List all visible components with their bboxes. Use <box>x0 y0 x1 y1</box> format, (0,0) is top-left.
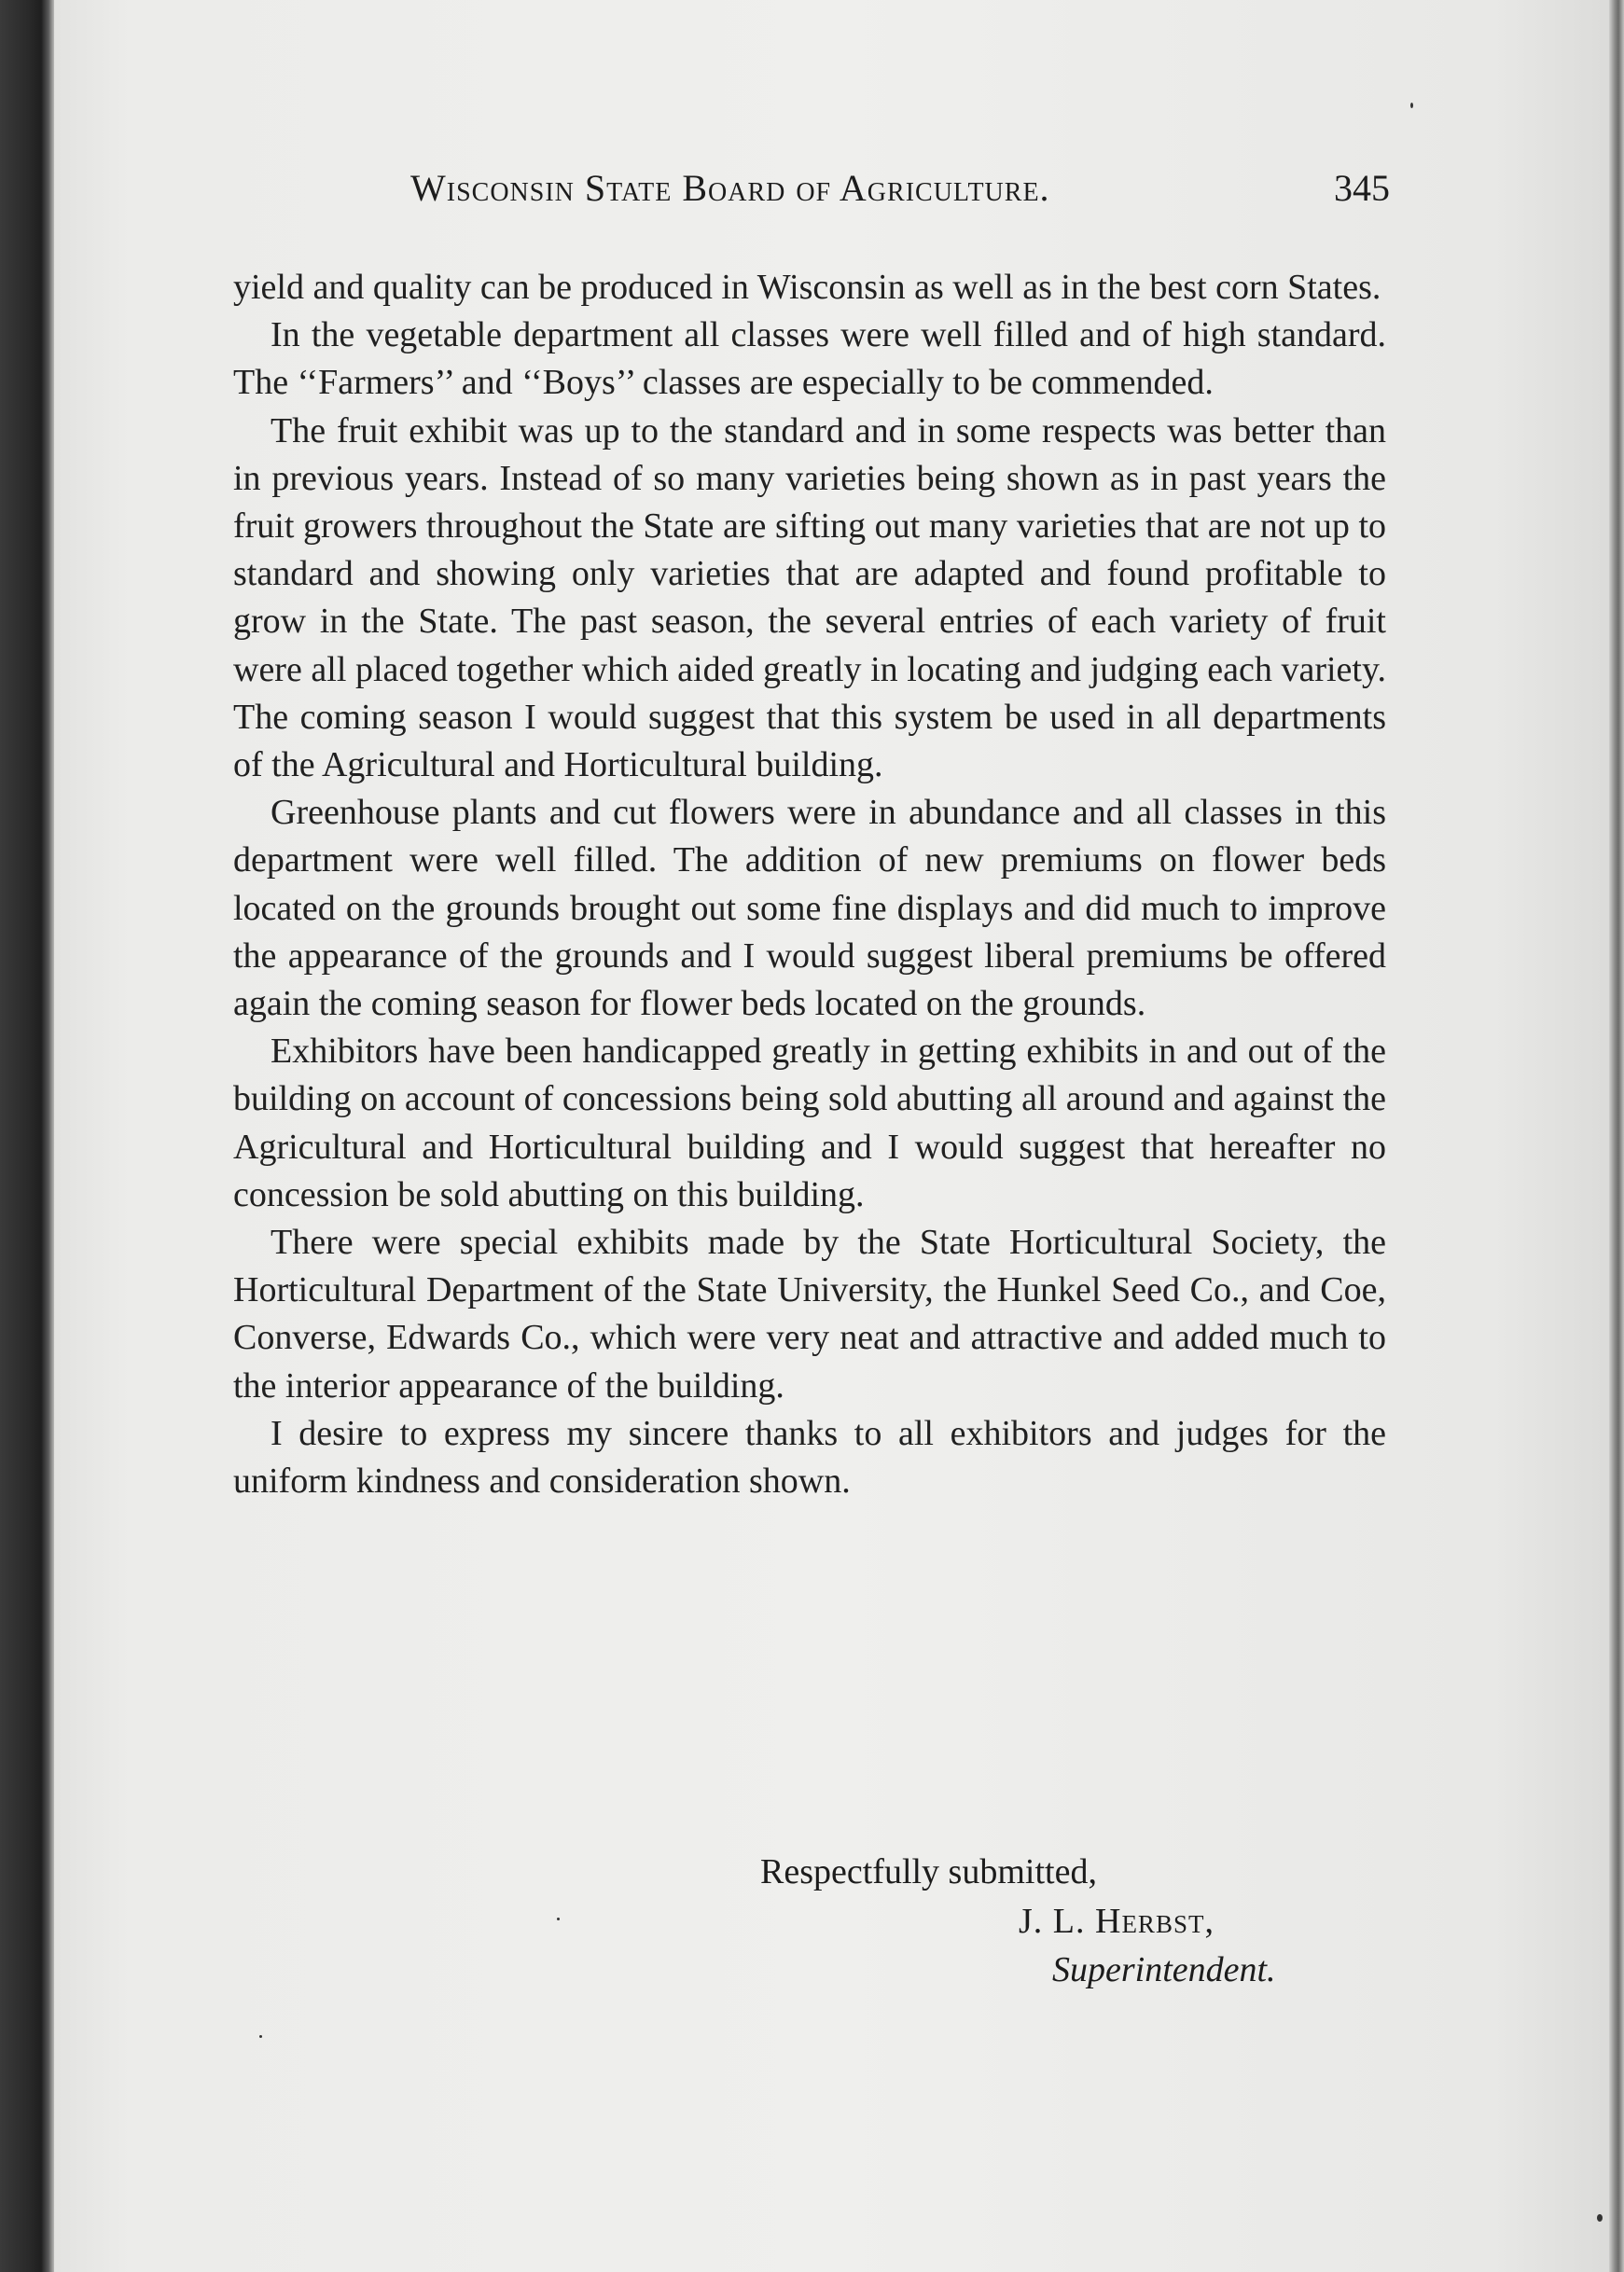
paragraph-corn-conclusion: yield and quality can be produced in Wisconsin as well as in the best corn States. <box>233 268 1381 307</box>
print-speck <box>1410 103 1413 108</box>
closing-line: Respectfully submitted, <box>760 1852 1097 1891</box>
paragraph-vegetable-department: In the vegetable department all classes were well filled and of high standard. The ‘‘Farmers’’ and ‘‘Boys’’ classes are especially to be commended. <box>233 315 1386 403</box>
page-number: 345 <box>1334 167 1390 209</box>
page-right-edge <box>1609 0 1624 2272</box>
body-text <box>233 264 1386 1505</box>
print-speck <box>259 2035 262 2038</box>
signatory-title: Superintendent. <box>1052 1950 1276 1989</box>
paragraph-fruit-exhibit: The fruit exhibit was up to the standard and in some respects was better than in previous years. Instead of so many varieties being shown as in past years the fruit growers throughout the State are sifting out many varieties that are not up to standard and showing only varieties that are adapted and found profitable to grow in the State. The past season, the several entries of each variety of fruit were all placed together which aided greatly in locating and judging each variety. The coming season I would suggest that this system be used in all departments of the Agricultural and Horticultural building. <box>233 410 1386 785</box>
book-binding-edge <box>0 0 54 2272</box>
running-title: Wisconsin State Board of Agriculture. <box>410 167 1050 209</box>
running-header <box>410 166 1399 231</box>
paragraph-greenhouse-plants: Greenhouse plants and cut flowers were in abundance and all classes in this department were well filled. The addition of new premiums on flower beds located on the grounds brought out some fine displays and did much to improve the appearance of the grounds and I would suggest liberal premiums be offered again the coming season for flower beds located on the grounds. <box>233 793 1386 1024</box>
paragraph-thanks: I desire to express my sincere thanks to all exhibitors and judges for the uniform kindness and consideration shown. <box>233 1413 1386 1502</box>
paragraph-exhibitors-concessions: Exhibitors have been handicapped greatly in getting exhibits in and out of the building on account of concessions being sold abutting all around and against the Agricultural and Horticultural building and I would suggest that hereafter no concession be sold abutting on this building. <box>233 1032 1386 1214</box>
signatory-name: J. L. Herbst, <box>1019 1902 1215 1941</box>
print-speck <box>1597 2214 1603 2222</box>
paragraph-special-exhibits: There were special exhibits made by the State Horticultural Society, the Horticultural Department of the State University, the Hunkel Seed Co., and Coe, Converse, Edwards Co., which were very neat and attractive and added much to the interior appearance of the building. <box>233 1223 1386 1406</box>
print-speck <box>557 1918 560 1920</box>
